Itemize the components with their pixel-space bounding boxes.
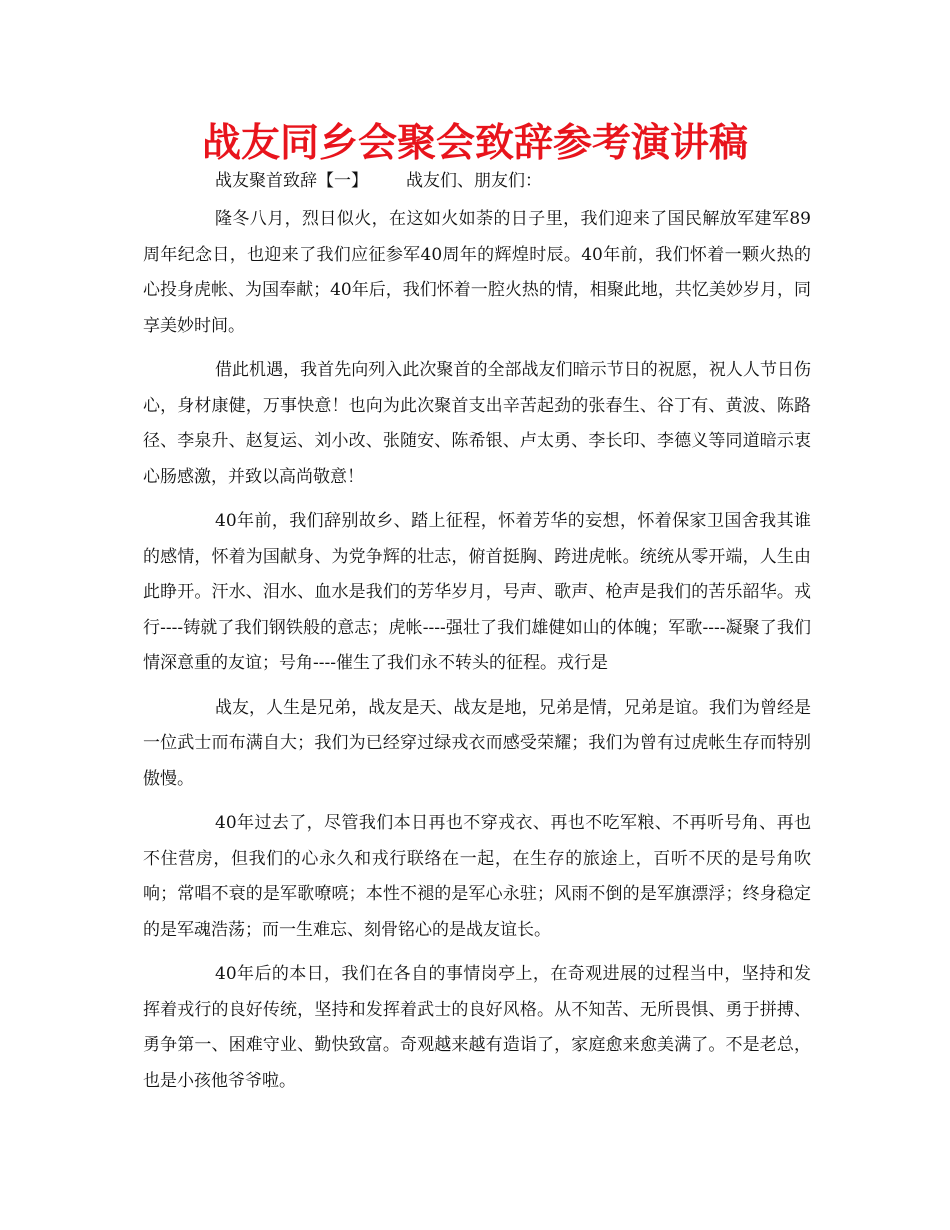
salutation: 战友们、朋友们：: [406, 171, 542, 191]
paragraph: 战友，人生是兄弟，战友是天、战友是地，兄弟是情，兄弟是谊。我们为曾经是一位武士而布满自大；我们为已经穿过绿戎衣而感受荣耀；我们为曾有过虎帐生存而特别傲慢。: [143, 697, 811, 789]
paragraph: 借此机遇，我首先向列入此次聚首的全部战友们暗示节日的祝愿，祝人人节日伤心，身材康健，万事快意！也向为此次聚首支出辛苦起劲的张春生、谷丁有、黄波、陈路径、李泉升、赵复运、刘小改、张随安、陈希银、卢太勇、李长印、李德义等同道暗示衷心肠感激，并致以高尚敬意！: [143, 360, 811, 487]
paragraph: 40年后的本日，我们在各自的事情岗亭上，在奇观进展的过程当中，坚持和发挥着戎行的良好传统，坚持和发挥着武士的良好风格。从不知苦、无所畏惧、勇于拼搏、勇争第一、困难守业、勤快致富。奇观越来越有造诣了，家庭愈来愈美满了。不是老总，也是小孩他爷爷啦。: [143, 964, 811, 1091]
paragraph: 40年过去了，尽管我们本日再也不穿戎衣、再也不吃军粮、不再听号角、再也不住营房，但我们的心永久和戎行联络在一起，在生存的旅途上，百听不厌的是号角吹响；常唱不衰的是军歌嘹喨；本性不褪的是军心永驻；风雨不倒的是军旗漂浮；终身稳定的是军魂浩荡；而一生难忘、刻骨铭心的是战友谊长。: [143, 813, 811, 940]
speech-body: [143, 202, 811, 1108]
document-title: 战友同乡会聚会致辞参考演讲稿: [201, 121, 748, 166]
subheading-line: [215, 168, 542, 194]
paragraph: 隆冬八月，烈日似火，在这如火如荼的日子里，我们迎来了国民解放军建军89周年纪念日，也迎来了我们应征参军40周年的辉煌时辰。40年前，我们怀着一颗火热的心投身虎帐、为国奉献；40年后，我们怀着一腔火热的情，相聚此地，共忆美妙岁月，同享美妙时间。: [143, 209, 811, 336]
speech-heading: 战友聚首致辞【一】: [215, 171, 368, 191]
paragraph: 40年前，我们辞别故乡、踏上征程，怀着芳华的妄想，怀着保家卫国舍我其谁的感情，怀着为国献身、为党争辉的壮志，俯首挺胸、跨进虎帐。统统从零开端，人生由此睁开。汗水、泪水、血水是我们的芳华岁月，号声、歌声、枪声是我们的苦乐韶华。戎行----铸就了我们钢铁般的意志；虎帐----强壮了我们雄健如山的体魄；军歌----凝聚了我们情深意重的友谊；号角----催生了我们永不转头的征程。戎行是: [143, 511, 811, 673]
